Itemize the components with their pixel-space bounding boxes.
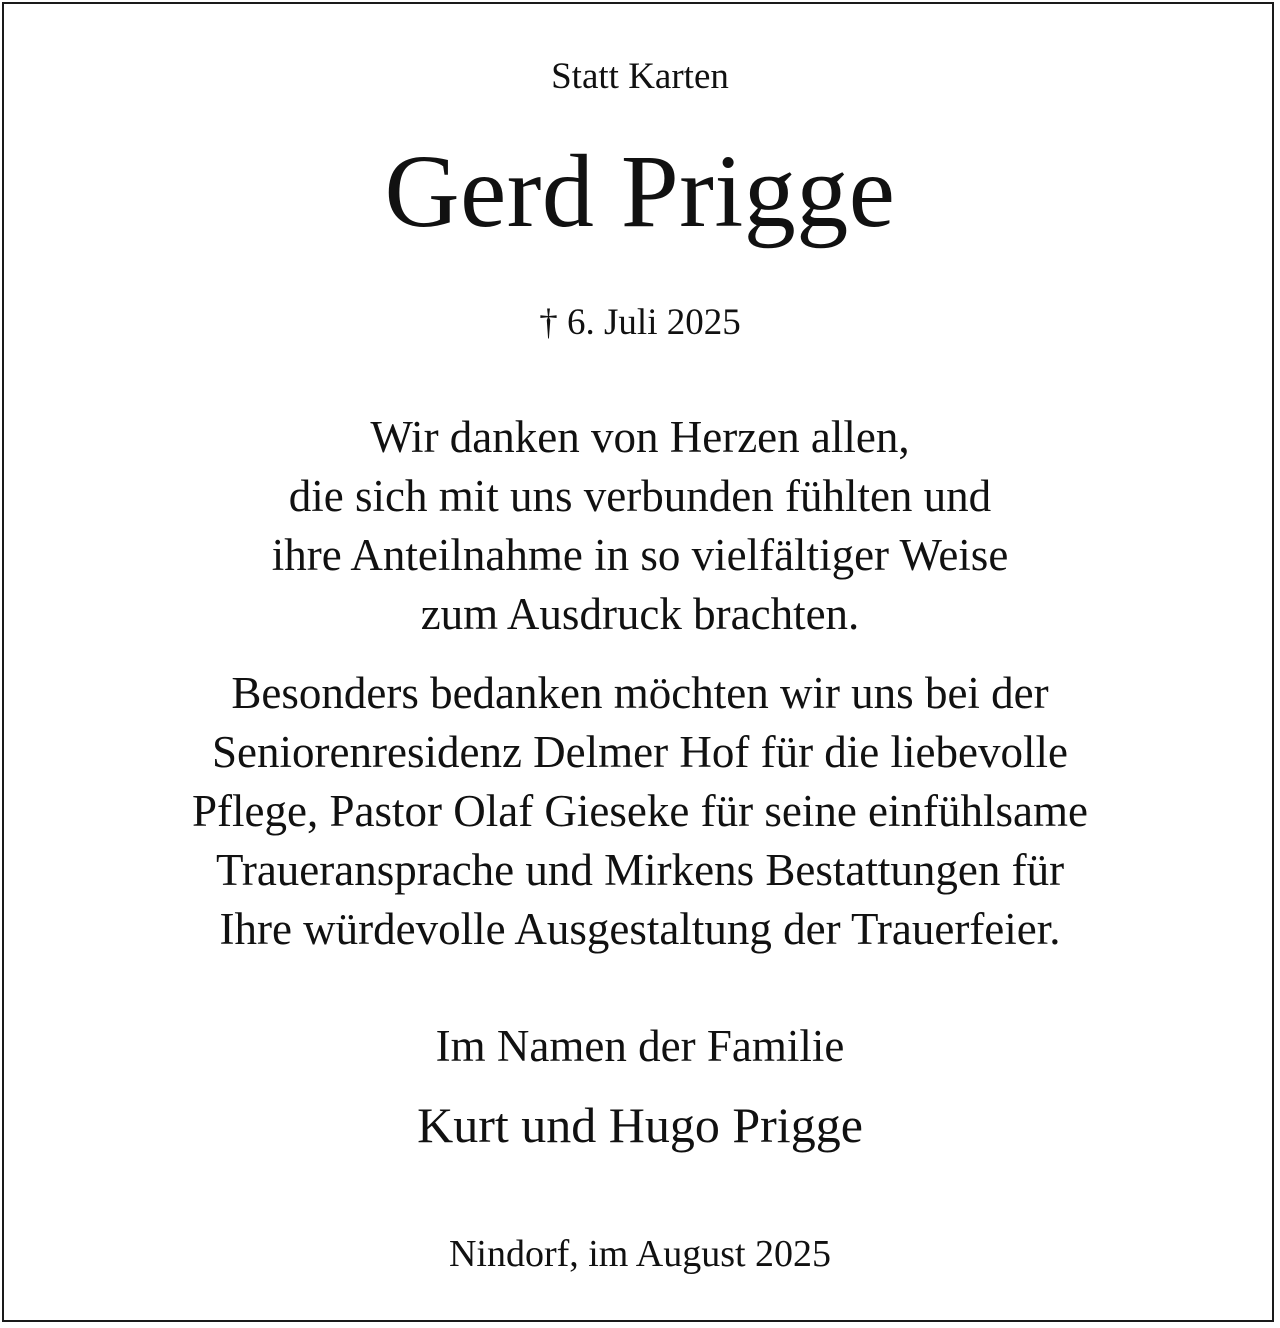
- special-thanks-line: Traueransprache und Mirkens Bestattungen für: [215, 845, 1065, 895]
- death-date: † 6. Juli 2025: [539, 302, 741, 343]
- place-date: Nindorf, im August 2025: [448, 1233, 832, 1275]
- thanks-line: ihre Anteilnahme in so vielfältiger Weise: [271, 530, 1009, 580]
- notice-header: Statt Karten: [551, 56, 729, 97]
- deceased-name: Gerd Prigge: [384, 134, 896, 249]
- thanks-line: zum Ausdruck brachten.: [420, 589, 860, 639]
- signers: Kurt und Hugo Prigge: [417, 1097, 863, 1153]
- special-thanks-line: Besonders bedanken möchten wir uns bei der: [231, 668, 1049, 718]
- thanks-line: Wir danken von Herzen allen,: [370, 412, 910, 462]
- special-thanks-line: Ihre würdevolle Ausgestaltung der Trauerfeier.: [219, 904, 1061, 954]
- signature-intro: Im Namen der Familie: [435, 1021, 845, 1071]
- special-thanks-line: Pflege, Pastor Olaf Gieseke für seine einfühlsame: [192, 786, 1088, 836]
- special-thanks-paragraph: [0, 664, 1280, 959]
- special-thanks-line: Seniorenresidenz Delmer Hof für die liebevolle: [212, 727, 1068, 777]
- thanks-paragraph: [0, 408, 1280, 644]
- thanks-line: die sich mit uns verbunden fühlten und: [288, 471, 992, 521]
